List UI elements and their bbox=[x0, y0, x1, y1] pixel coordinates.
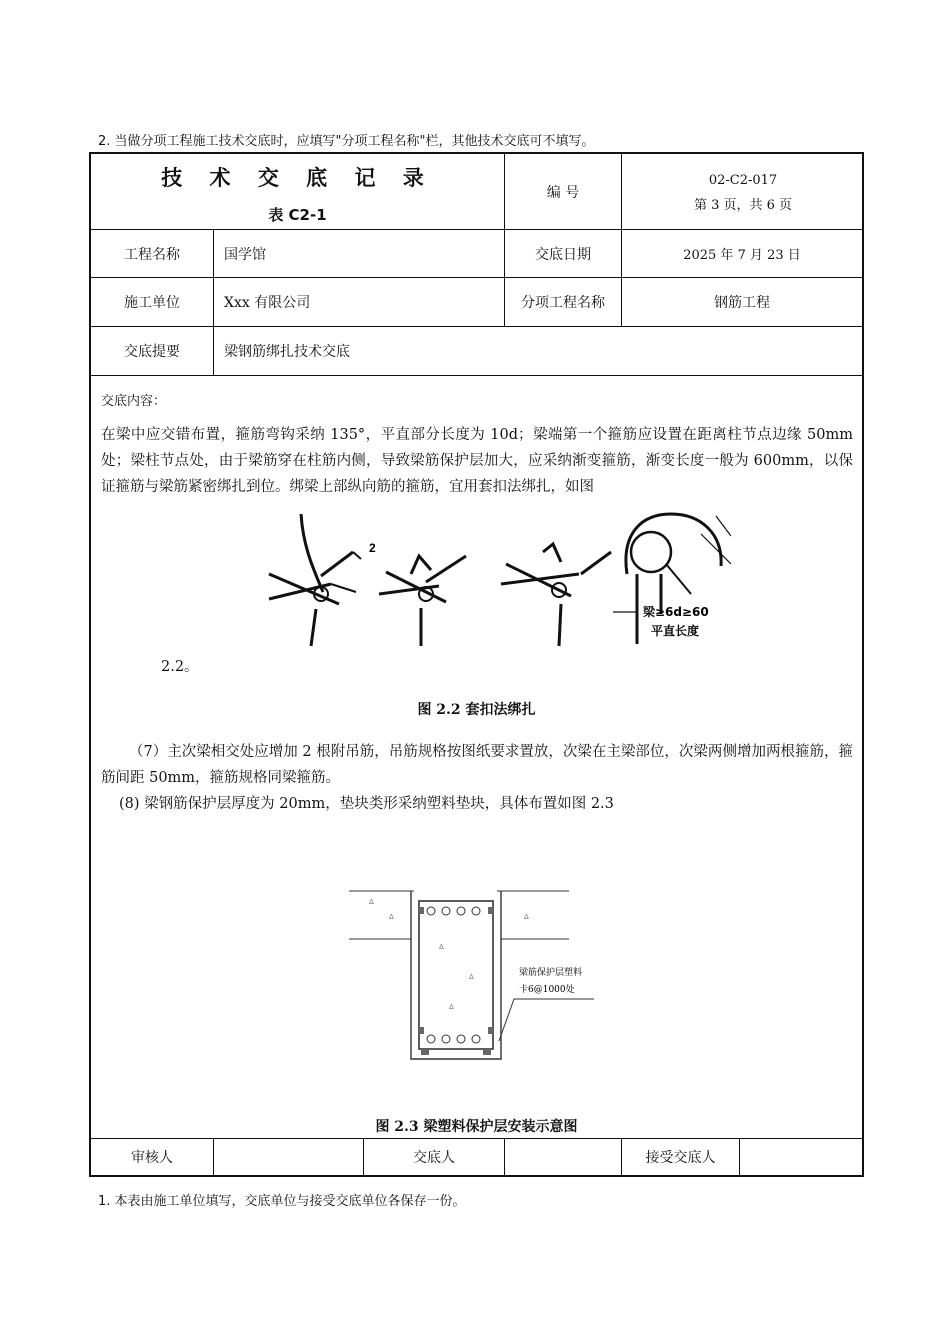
fig23-note-line-1: 梁筋保护层塑料 bbox=[519, 968, 583, 978]
stirrup-binding-figure bbox=[261, 504, 731, 654]
project-label: 工程名称 bbox=[124, 246, 180, 263]
form-title: 技 术 交 底 记 录 bbox=[161, 165, 434, 190]
date-value: 2025 年 7 月 23 日 bbox=[683, 248, 801, 263]
svg-text:Δ: Δ bbox=[469, 973, 474, 981]
project-value: 国学馆 bbox=[224, 246, 266, 263]
subproject-label: 分项工程名称 bbox=[521, 295, 605, 311]
subproject-value: 钢筋工程 bbox=[714, 295, 770, 311]
reviewer-field[interactable] bbox=[214, 1139, 363, 1175]
svg-text:Δ: Δ bbox=[389, 913, 394, 921]
svg-text:Δ: Δ bbox=[369, 898, 374, 906]
disclosure-form bbox=[89, 152, 864, 1177]
svg-text:Δ: Δ bbox=[439, 943, 444, 951]
content-paragraph-3: (8) 梁钢筋保护层厚度为 20mm，垫块类形采纳塑料垫块，具体布置如图 2.3 bbox=[119, 796, 614, 812]
top-note: 2. 当做分项工程施工技术交底时，应填写"分项工程名称"栏，其他技术交底可不填写。 bbox=[98, 134, 595, 149]
fig22-step-label: 2 bbox=[369, 541, 376, 555]
page-info: 第 3 页，共 6 页 bbox=[693, 198, 793, 213]
code-block bbox=[623, 168, 863, 218]
content-paragraph-2: （7）主次梁相交处应增加 2 根附吊筋，吊筋规格按图纸要求置放，次梁在主梁部位，次梁两侧增加两根箍筋，箍筋间距 50mm，箍筋规格同梁箍筋。 bbox=[101, 744, 853, 786]
discloser-label: 交底人 bbox=[413, 1150, 455, 1166]
fig23-note-line-2: 卡6@1000处 bbox=[519, 985, 575, 995]
content-label: 交底内容： bbox=[101, 394, 167, 409]
receiver-label: 接受交底人 bbox=[645, 1150, 716, 1166]
fig23-caption: 图 2.3 梁塑料保护层安装示意图 bbox=[375, 1119, 578, 1135]
bottom-note: 1. 本表由施工单位填写，交底单位与接受交底单位各保存一份。 bbox=[98, 1194, 466, 1209]
date-label: 交底日期 bbox=[535, 246, 591, 263]
receiver-field[interactable] bbox=[740, 1139, 862, 1175]
fig22-dim-label: 梁≥6d≥60 bbox=[643, 605, 709, 619]
code-value: 02-C2-017 bbox=[708, 173, 778, 188]
content-paragraph-1-tail: 2.2。 bbox=[161, 659, 199, 675]
discloser-field[interactable] bbox=[505, 1139, 621, 1175]
beam-cover-figure bbox=[349, 889, 639, 1064]
code-label: 编 号 bbox=[546, 184, 580, 201]
summary-label: 交底提要 bbox=[124, 344, 180, 360]
reviewer-label: 审核人 bbox=[131, 1150, 173, 1166]
unit-label: 施工单位 bbox=[124, 295, 180, 311]
content-paragraph-1: 在梁中应交错布置，箍筋弯钩采纳 135°，平直部分长度为 10d；梁端第一个箍筋应设置在距离柱节点边缘 50mm 处；梁柱节点处，由于梁筋穿在柱筋内侧，导致梁筋保护层加大，应采纳渐变箍筋，渐变长度一般为 600mm，以保证箍筋与梁筋紧密绑扎到位。绑梁上部纵向筋的箍筋，宜用套扣法绑扎，如图 bbox=[101, 427, 853, 495]
svg-text:Δ: Δ bbox=[449, 1003, 454, 1011]
unit-value: Xxx 有限公司 bbox=[224, 295, 311, 311]
form-number: 表 C2-1 bbox=[268, 206, 327, 224]
svg-text:Δ: Δ bbox=[524, 913, 529, 921]
fig22-caption: 图 2.2 套扣法绑扎 bbox=[417, 702, 536, 718]
fig22-length-label: 平直长度 bbox=[651, 624, 700, 638]
summary-value: 梁钢筋绑扎技术交底 bbox=[224, 344, 350, 360]
